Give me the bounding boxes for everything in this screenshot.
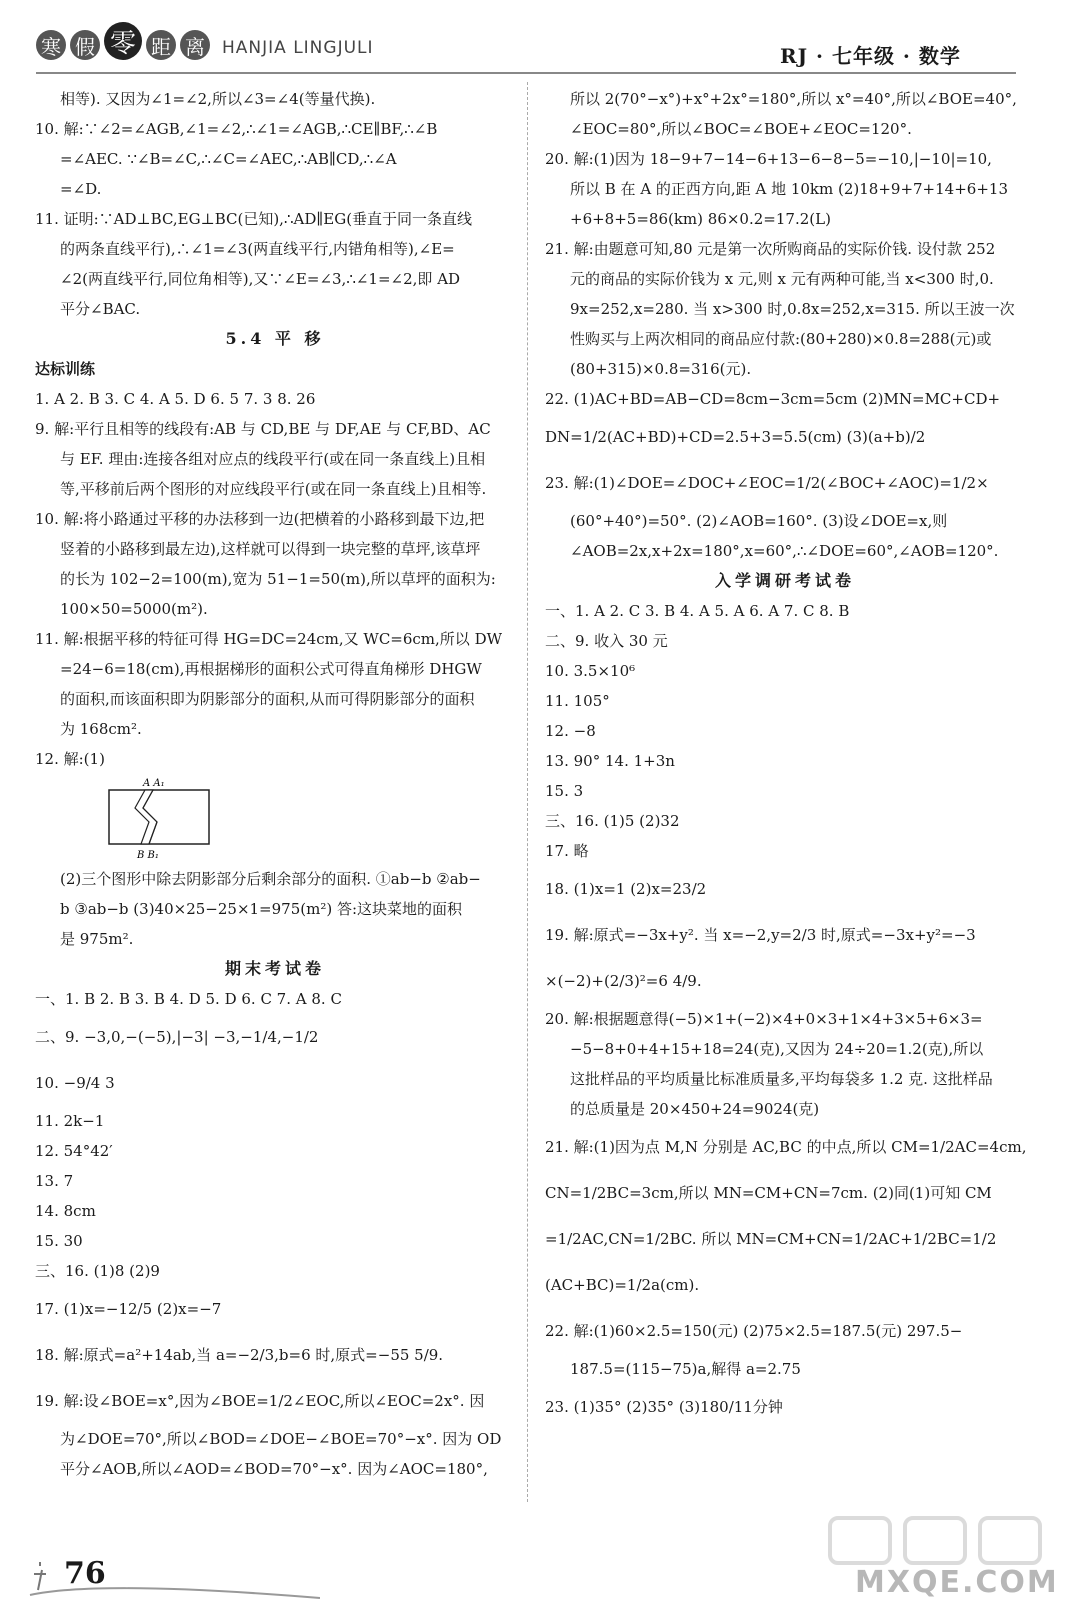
text-line: =1/2AC,CN=1/2BC. 所以 MN=CM+CN=1/2AC+1/2BC=1/2 bbox=[545, 1230, 997, 1248]
text-line: 与 EF. 理由:连接各组对应点的线段平行(或在同一条直线上)且相 bbox=[60, 450, 486, 468]
logo-char: 零 bbox=[104, 22, 142, 60]
text-line: 23. 解:(1)∠DOE=∠DOC+∠EOC=1/2(∠BOC+∠AOC)=1/2× bbox=[545, 474, 989, 492]
text-line: 元的商品的实际价钱为 x 元,则 x 元有两种可能,当 x<300 时,0. bbox=[570, 270, 994, 288]
text-line: =24−6=18(cm),再根据梯形的面积公式可得直角梯形 DHGW bbox=[60, 660, 482, 678]
header-divider bbox=[36, 72, 1016, 74]
text-line: =∠AEC. ∵∠B=∠C,∴∠C=∠AEC,∴AB∥CD,∴∠A bbox=[60, 150, 397, 168]
text-line: 所以 B 在 A 的正西方向,距 A 地 10km (2)18+9+7+14+6+13 bbox=[570, 180, 1008, 198]
subsection-title: 达标训练 bbox=[35, 360, 96, 378]
text-line: 一、1. A 2. C 3. B 4. A 5. A 6. A 7. C 8. B bbox=[545, 602, 850, 620]
text-line: 所以 2(70°−x°)+x°+2x°=180°,所以 x°=40°,所以∠BOE=40°, bbox=[570, 90, 1017, 108]
text-line: 性购买与上两次相同的商品应付款:(80+280)×0.8=288(元)或 bbox=[570, 330, 992, 348]
text-line: 21. 解:由题意可知,80 元是第一次所购商品的实际价钱. 设付款 252 bbox=[545, 240, 996, 258]
logo-char: 假 bbox=[70, 30, 100, 60]
watermark-text: MXQE.COM bbox=[855, 1565, 1059, 1600]
text-line: 22. 解:(1)60×2.5=150(元) (2)75×2.5=187.5(元) 297.5− bbox=[545, 1322, 963, 1340]
text-line: −5−8+0+4+15+18=24(克),又因为 24÷20=1.2(克),所以 bbox=[570, 1040, 984, 1058]
text-line: (AC+BC)=1/2a(cm). bbox=[545, 1276, 700, 1294]
text-line: (60°+40°)=50°. (2)∠AOB=160°. (3)设∠DOE=x,则 bbox=[570, 512, 948, 530]
text-line: =∠D. bbox=[60, 180, 102, 198]
text-line: 18. (1)x=1 (2)x=23/2 bbox=[545, 880, 707, 898]
text-line: 11. 105° bbox=[545, 692, 610, 710]
text-line: ∠AOB=2x,x+2x=180°,x=60°,∴∠DOE=60°,∠AOB=120°. bbox=[570, 542, 999, 560]
logo-char: 寒 bbox=[36, 30, 66, 60]
text-line: 二、9. −3,0,−(−5),|−3| −3,−1/4,−1/2 bbox=[35, 1028, 319, 1046]
text-line: 11. 解:根据平移的特征可得 HG=DC=24cm,又 WC=6cm,所以 DW bbox=[35, 630, 503, 648]
text-line: (2)三个图形中除去阴影部分后剩余部分的面积. ①ab−b ②ab− bbox=[60, 870, 481, 888]
text-line: 平分∠BAC. bbox=[60, 300, 141, 318]
subject-label: RJ · 七年级 · 数学 bbox=[780, 44, 961, 68]
text-line: 三、16. (1)8 (2)9 bbox=[35, 1262, 160, 1280]
text-line: 9. 解:平行且相等的线段有:AB 与 CD,BE 与 DF,AE 与 CF,BD、AC bbox=[35, 420, 491, 438]
text-line: 17. (1)x=−12/5 (2)x=−7 bbox=[35, 1300, 222, 1318]
logo-char: 距 bbox=[146, 30, 176, 60]
text-line: 10. 解:将小路通过平移的办法移到一边(把横着的小路移到最下边,把 bbox=[35, 510, 485, 528]
text-line: 12. −8 bbox=[545, 722, 596, 740]
text-line: 为 168cm². bbox=[60, 720, 142, 738]
figure-label-top: A A₁ bbox=[143, 778, 165, 789]
text-line: 一、1. B 2. B 3. B 4. D 5. D 6. C 7. A 8. C bbox=[35, 990, 342, 1008]
text-line: 9x=252,x=280. 当 x>300 时,0.8x=252,x=315. 所以王波一次 bbox=[570, 300, 1015, 318]
text-line: 相等). 又因为∠1=∠2,所以∠3=∠4(等量代换). bbox=[60, 90, 376, 108]
text-line: 的长为 102−2=100(m),宽为 51−1=50(m),所以草坪的面积为: bbox=[60, 570, 496, 588]
text-line: 竖着的小路移到最左边),这样就可以得到一块完整的草坪,该草坪 bbox=[60, 540, 481, 558]
text-line: 12. 54°42′ bbox=[35, 1142, 113, 1160]
text-line: 19. 解:原式=−3x+y². 当 x=−2,y=2/3 时,原式=−3x+y²=−3 bbox=[545, 926, 976, 944]
section-title: 入学调研考试卷 bbox=[714, 571, 855, 590]
text-line: 13. 7 bbox=[35, 1172, 74, 1190]
text-line: ∠EOC=80°,所以∠BOC=∠BOE+∠EOC=120°. bbox=[570, 120, 912, 138]
text-line: b ③ab−b (3)40×25−25×1=975(m²) 答:这块菜地的面积 bbox=[60, 900, 463, 918]
text-line: 12. 解:(1) bbox=[35, 750, 105, 768]
text-line: 10. 3.5×10⁶ bbox=[545, 662, 636, 680]
text-line: CN=1/2BC=3cm,所以 MN=CM+CN=7cm. (2)同(1)可知 CM bbox=[545, 1184, 992, 1202]
translation-figure bbox=[105, 774, 515, 864]
text-line: 的面积,而该面积即为阴影部分的面积,从而可得阴影部分的面积 bbox=[60, 690, 475, 708]
page-header bbox=[0, 0, 1077, 70]
text-line: 是 975m². bbox=[60, 930, 134, 948]
text-line: 19. 解:设∠BOE=x°,因为∠BOE=1/2∠EOC,所以∠EOC=2x°. 因 bbox=[35, 1392, 485, 1410]
text-line: 11. 证明:∵AD⊥BC,EG⊥BC(已知),∴AD∥EG(垂直于同一条直线 bbox=[35, 210, 473, 228]
text-line: 10. −9/4 3 bbox=[35, 1074, 115, 1092]
text-line: 13. 90° 14. 1+3n bbox=[545, 752, 675, 770]
text-line: 11. 2k−1 bbox=[35, 1112, 105, 1130]
text-line: +6+8+5=86(km) 86×0.2=17.2(L) bbox=[570, 210, 831, 228]
text-line: 15. 3 bbox=[545, 782, 584, 800]
text-line: 23. (1)35° (2)35° (3)180/11分钟 bbox=[545, 1398, 783, 1416]
text-line: 187.5=(115−75)a,解得 a=2.75 bbox=[570, 1360, 801, 1378]
text-line: 17. 略 bbox=[545, 842, 589, 860]
text-line: 这批样品的平均质量比标准质量多,平均每袋多 1.2 克. 这批样品 bbox=[570, 1070, 993, 1088]
series-logo bbox=[36, 30, 210, 60]
right-column bbox=[545, 84, 1025, 1430]
text-line: 21. 解:(1)因为点 M,N 分别是 AC,BC 的中点,所以 CM=1/2AC=4cm, bbox=[545, 1138, 1027, 1156]
page-number: 76 bbox=[64, 1556, 106, 1591]
text-line: 1. A 2. B 3. C 4. A 5. D 6. 5 7. 3 8. 26 bbox=[35, 390, 316, 408]
text-line: 15. 30 bbox=[35, 1232, 83, 1250]
text-line: 20. 解:根据题意得(−5)×1+(−2)×4+0×3+1×4+3×5+6×3= bbox=[545, 1010, 983, 1028]
text-line: 100×50=5000(m²). bbox=[60, 600, 208, 618]
text-line: 平分∠AOB,所以∠AOD=∠BOD=70°−x°. 因为∠AOC=180°, bbox=[60, 1460, 488, 1478]
section-title: 5.4 平 移 bbox=[225, 329, 325, 348]
column-divider bbox=[527, 82, 528, 1502]
text-line: ∠2(两直线平行,同位角相等),又∵∠E=∠3,∴∠1=∠2,即 AD bbox=[60, 270, 461, 288]
left-column bbox=[35, 84, 515, 1484]
text-line: 等,平移前后两个图形的对应线段平行(或在同一条直线上)且相等. bbox=[60, 480, 487, 498]
text-line: DN=1/2(AC+BD)+CD=2.5+3=5.5(cm) (3)(a+b)/2 bbox=[545, 428, 926, 446]
text-line: 三、16. (1)5 (2)32 bbox=[545, 812, 680, 830]
logo-char: 离 bbox=[180, 30, 210, 60]
text-line: 10. 解:∵∠2=∠AGB,∠1=∠2,∴∠1=∠AGB,∴CE∥BF,∴∠B bbox=[35, 120, 438, 138]
text-line: 20. 解:(1)因为 18−9+7−14−6+13−6−8−5=−10,|−10|=10, bbox=[545, 150, 992, 168]
text-line: (80+315)×0.8=316(元). bbox=[570, 360, 752, 378]
text-line: ×(−2)+(2/3)²=6 4/9. bbox=[545, 972, 702, 990]
series-pinyin: HANJIA LINGJULI bbox=[222, 38, 374, 58]
section-title: 期末考试卷 bbox=[224, 959, 325, 978]
text-line: 二、9. 收入 30 元 bbox=[545, 632, 668, 650]
text-line: 14. 8cm bbox=[35, 1202, 96, 1220]
text-line: 的总质量是 20×450+24=9024(克) bbox=[570, 1100, 820, 1118]
text-line: 为∠DOE=70°,所以∠BOD=∠DOE−∠BOE=70°−x°. 因为 OD bbox=[60, 1430, 502, 1448]
text-line: 22. (1)AC+BD=AB−CD=8cm−3cm=5cm (2)MN=MC+CD+ bbox=[545, 390, 1001, 408]
figure-label-bottom: B B₁ bbox=[137, 850, 159, 861]
text-line: 的两条直线平行),∴∠1=∠3(两直线平行,内错角相等),∠E= bbox=[60, 240, 455, 258]
text-line: 18. 解:原式=a²+14ab,当 a=−2/3,b=6 时,原式=−55 5/9. bbox=[35, 1346, 444, 1364]
